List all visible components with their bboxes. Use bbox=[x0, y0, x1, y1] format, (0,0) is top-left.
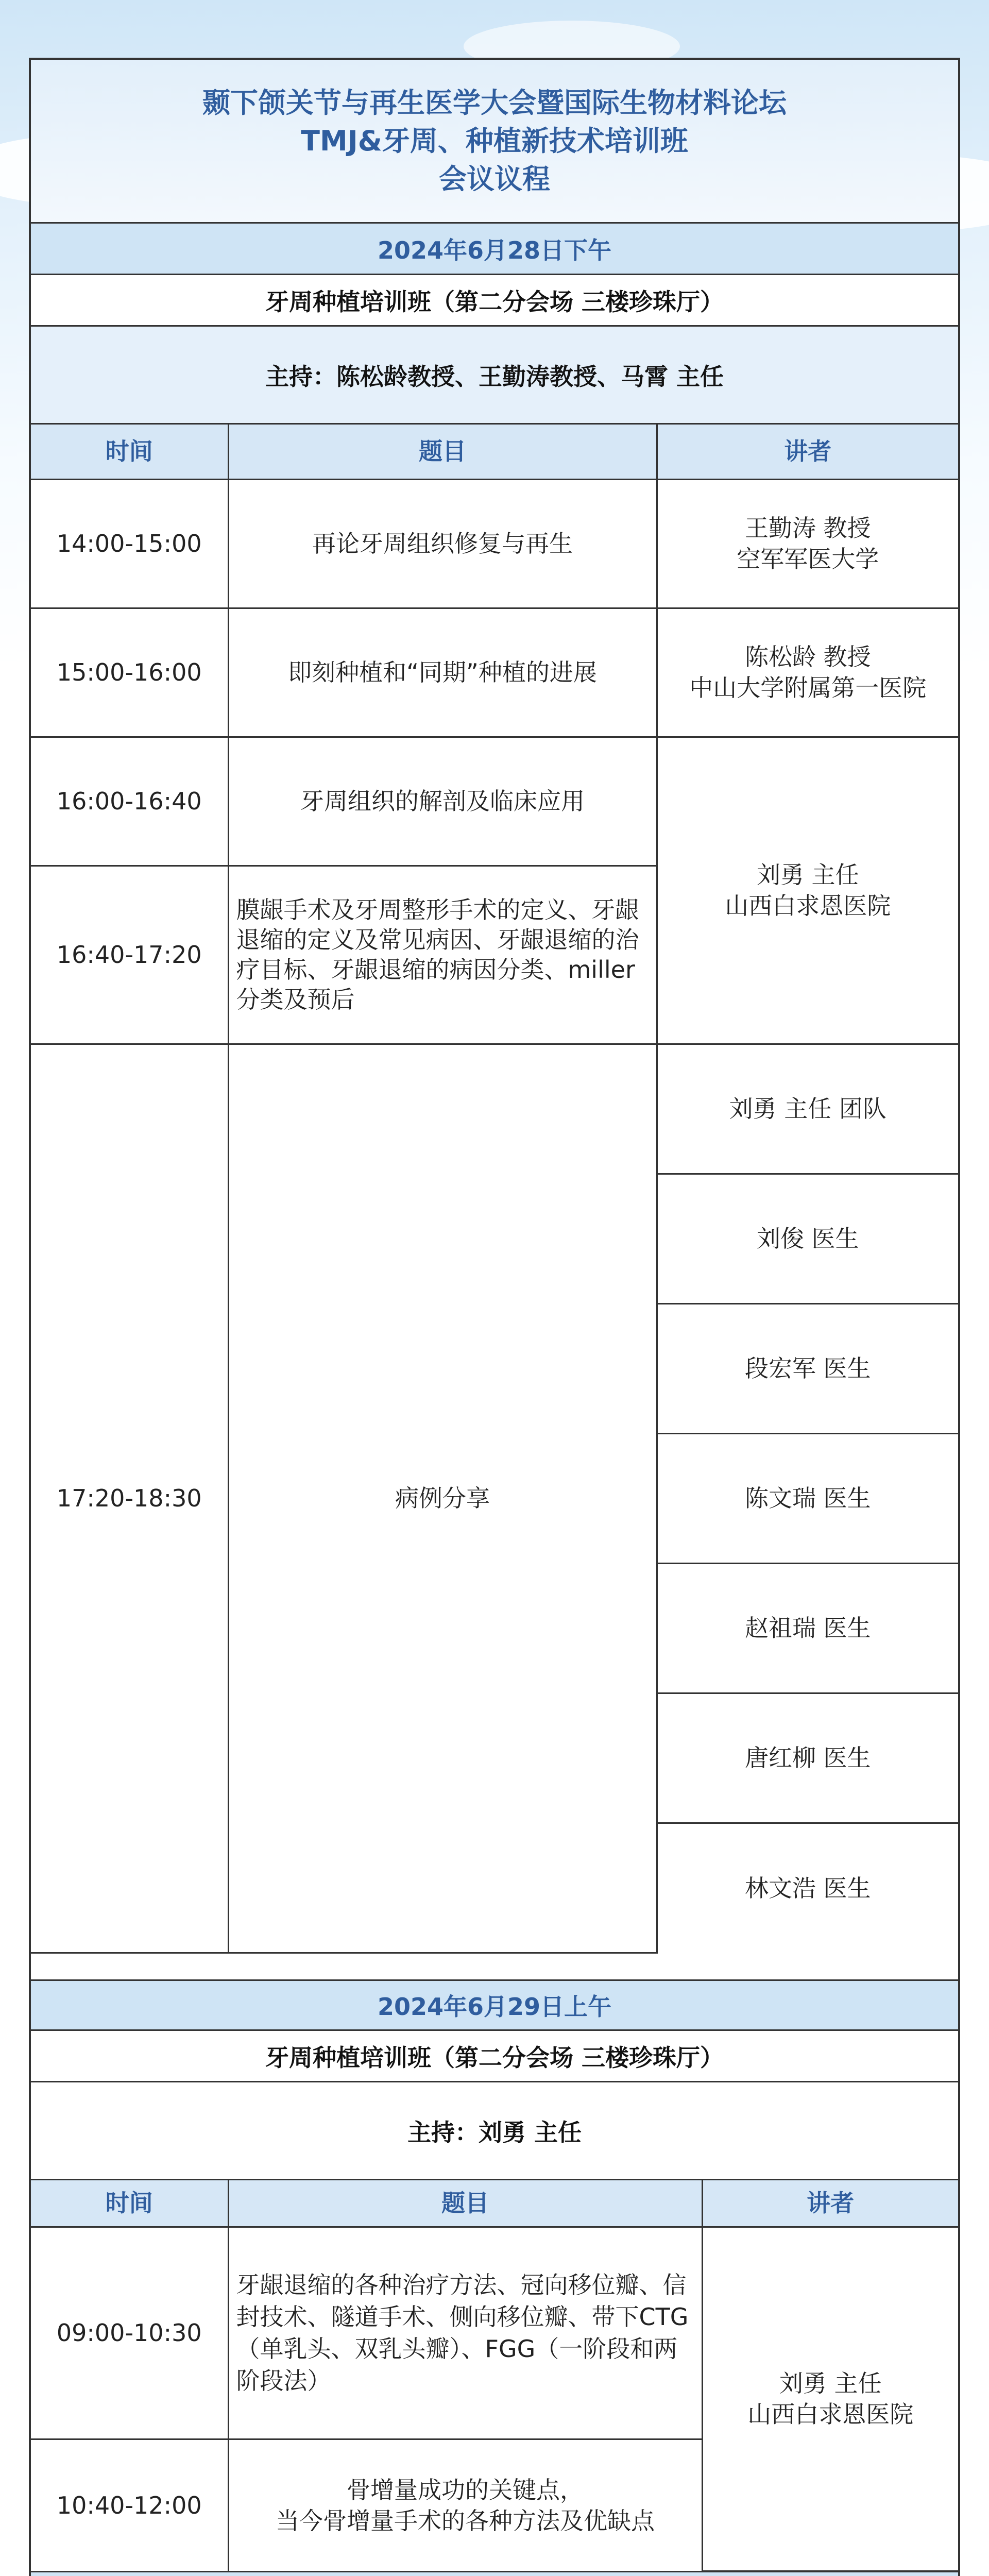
table-row bbox=[31, 1044, 958, 1174]
speaker-affiliation: 中山大学附属第一医院 bbox=[689, 674, 927, 702]
speaker-affiliation: 山西白求恩医院 bbox=[747, 2400, 914, 2428]
session-topic: 牙周组织的解剖及临床应用 bbox=[228, 737, 657, 866]
speaker-name: 刘勇 主任 团队 bbox=[657, 1044, 958, 1174]
column-header-speaker: 讲者 bbox=[702, 2180, 958, 2227]
table-row bbox=[31, 2227, 958, 2439]
date-banner: 2024年6月28日下午 bbox=[31, 224, 958, 275]
speaker-name: 赵祖瑞 医生 bbox=[657, 1563, 958, 1693]
speaker-affiliation: 空军军医大学 bbox=[737, 545, 879, 573]
session-host: 主持：刘勇 主任 bbox=[31, 2082, 958, 2180]
session-topic: 再论牙周组织修复与再生 bbox=[228, 479, 657, 608]
session-topic: 即刻种植和“同期”种植的进展 bbox=[228, 608, 657, 737]
session-host: 主持：陈松龄教授、王勤涛教授、马霄 主任 bbox=[31, 327, 958, 425]
speaker-name: 林文浩 医生 bbox=[657, 1823, 958, 1953]
session-time: 17:20-18:30 bbox=[31, 1044, 228, 1953]
table-row bbox=[31, 608, 958, 737]
schedule-table bbox=[31, 2180, 958, 2572]
speaker-name: 段宏军 医生 bbox=[657, 1303, 958, 1433]
speaker-name: 刘俊 医生 bbox=[657, 1174, 958, 1303]
column-header-speaker: 讲者 bbox=[657, 425, 958, 479]
speaker-cell bbox=[657, 608, 958, 737]
session-topic: 病例分享 bbox=[228, 1044, 657, 1953]
column-header-time: 时间 bbox=[31, 425, 228, 479]
session-title: 牙周种植培训班（第二分会场 三楼珍珠厅） bbox=[31, 2031, 958, 2082]
speaker-name: 陈文瑞 医生 bbox=[657, 1433, 958, 1563]
column-header-topic: 题目 bbox=[228, 425, 657, 479]
agenda-title-block bbox=[31, 60, 958, 224]
conference-title: 颞下颌关节与再生医学大会暨国际生物材料论坛 bbox=[202, 86, 787, 119]
speaker-name: 唐红柳 医生 bbox=[657, 1693, 958, 1823]
topic-line: 当今骨增量手术的各种方法及优缺点 bbox=[276, 2506, 655, 2535]
session-time: 10:40-12:00 bbox=[31, 2439, 228, 2571]
speaker-name: 王勤涛 教授 bbox=[744, 514, 871, 542]
speaker-affiliation: 山西白求恩医院 bbox=[725, 892, 891, 920]
date-banner: 2024年6月29日上午 bbox=[31, 1979, 958, 2031]
session-title: 牙周种植培训班（第二分会场 三楼珍珠厅） bbox=[31, 275, 958, 327]
speaker-name: 陈松龄 教授 bbox=[744, 643, 871, 671]
session-time: 15:00-16:00 bbox=[31, 608, 228, 737]
topic-line: 骨增量成功的关键点， bbox=[347, 2476, 584, 2504]
table-row bbox=[31, 737, 958, 866]
column-header-time: 时间 bbox=[31, 2180, 228, 2227]
speaker-name: 刘勇 主任 bbox=[779, 2369, 882, 2397]
speaker-cell bbox=[657, 737, 958, 1044]
table-row bbox=[31, 479, 958, 608]
date-banner bbox=[31, 2571, 958, 2576]
session-time: 09:00-10:30 bbox=[31, 2227, 228, 2439]
training-title: TMJ&牙周、种植新技术培训班 bbox=[301, 124, 688, 157]
speaker-cell bbox=[702, 2227, 958, 2571]
session-time: 16:40-17:20 bbox=[31, 866, 228, 1044]
session-topic: 牙龈退缩的各种治疗方法、冠向移位瓣、信封技术、隧道手术、侧向移位瓣、带下CTG（单乳头、双乳头瓣）、FGG（一阶段和两阶段法） bbox=[228, 2227, 702, 2439]
schedule-table bbox=[31, 425, 958, 1954]
session-topic: 膜龈手术及牙周整形手术的定义、牙龈退缩的定义及常见病因、牙龈退缩的治疗目标、牙龈退缩的病因分类、miller分类及预后 bbox=[228, 866, 657, 1044]
session-time: 16:00-16:40 bbox=[31, 737, 228, 866]
column-header-topic: 题目 bbox=[228, 2180, 702, 2227]
speaker-cell bbox=[657, 479, 958, 608]
agenda-heading: 会议议程 bbox=[439, 162, 550, 195]
session-topic bbox=[228, 2439, 702, 2571]
agenda-frame bbox=[29, 58, 960, 2576]
session-time: 14:00-15:00 bbox=[31, 479, 228, 608]
speaker-name: 刘勇 主任 bbox=[756, 861, 859, 889]
